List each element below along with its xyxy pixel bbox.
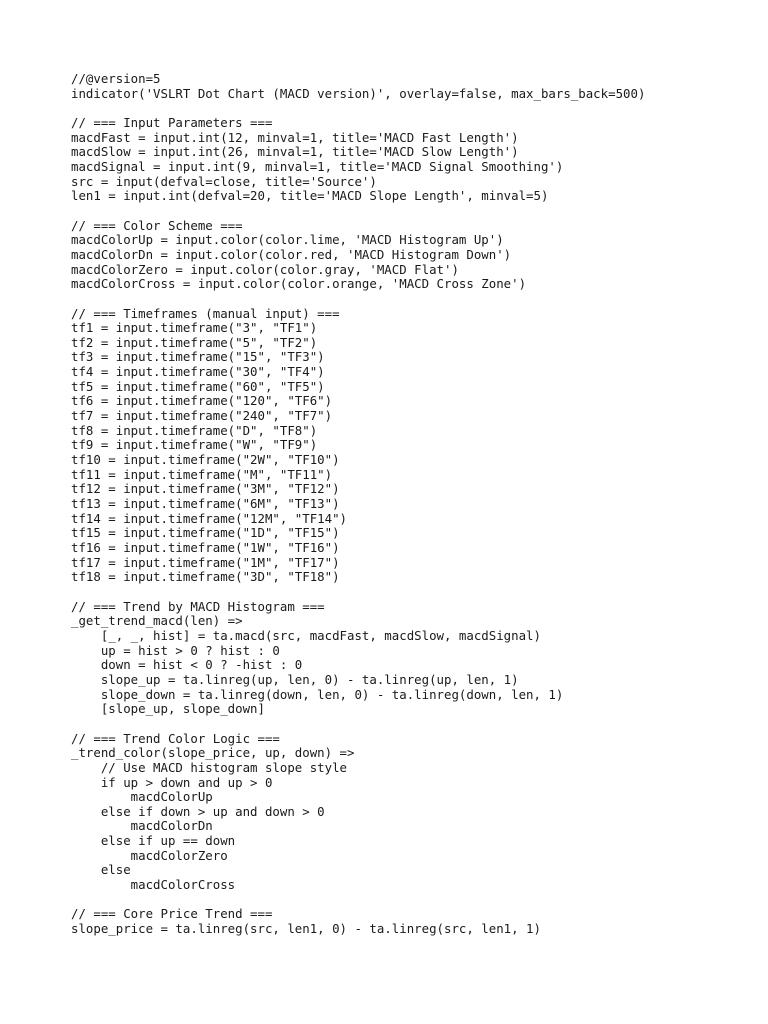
code-line: tf16 = input.timeframe("1W", "TF16") (71, 541, 340, 555)
code-line: else if down > up and down > 0 (71, 804, 325, 819)
code-line: macdColorUp (71, 790, 213, 805)
code-line: tf5 = input.timeframe("60", "TF5") (71, 379, 325, 394)
code-line: _trend_color(slope_price, up, down) => (71, 746, 355, 761)
code-line: macdColorCross (71, 878, 236, 893)
code-line (71, 292, 751, 307)
code-line: tf7 = input.timeframe("240", "TF7") (71, 409, 333, 424)
code-line: tf2 = input.timeframe("5", "TF2") (71, 335, 318, 350)
code-line: macdColorDn (71, 819, 213, 834)
code-line: up = hist > 0 ? hist : 0 (71, 643, 280, 658)
code-line (71, 717, 751, 732)
code-line: // === Input Parameters === (71, 115, 273, 130)
code-line: // === Color Scheme === (71, 218, 243, 233)
code-line: tf4 = input.timeframe("30", "TF4") (71, 365, 325, 380)
code-line: else if up == down (71, 834, 236, 849)
code-line: // === Timeframes (manual input) === (71, 306, 340, 321)
code-line (71, 585, 751, 600)
code-line: // === Core Price Trend === (71, 907, 273, 922)
code-line: if up > down and up > 0 (71, 775, 273, 790)
code-line (71, 204, 751, 219)
code-line: tf14 = input.timeframe("12M", "TF14") (71, 511, 348, 526)
code-line: [slope_up, slope_down] (71, 702, 265, 717)
code-line: tf18 = input.timeframe("3D", "TF18") (71, 570, 340, 585)
code-line: [_, _, hist] = ta.macd(src, macdFast, macdSlow, macdSignal) (71, 628, 541, 643)
code-line: tf17 = input.timeframe("1M", "TF17") (71, 555, 340, 570)
code-line: len1 = input.int(defval=20, title='MACD Slope Length', minval=5) (71, 189, 549, 204)
code-line: src = input(defval=close, title='Source') (71, 174, 377, 189)
code-line: macdSlow = input.int(26, minval=1, title='MACD Slow Length') (71, 145, 519, 160)
code-line: //@version=5 (71, 72, 161, 86)
code-line: // === Trend by MACD Histogram === (71, 599, 325, 614)
code-line: // Use MACD histogram slope style (71, 760, 348, 775)
code-line: // === Trend Color Logic === (71, 731, 280, 746)
code-line: down = hist < 0 ? -hist : 0 (71, 658, 303, 673)
code-line: slope_down = ta.linreg(down, len, 0) - ta.linreg(down, len, 1) (71, 687, 564, 702)
code-line: tf11 = input.timeframe("M", "TF11") (71, 467, 333, 482)
code-line: slope_up = ta.linreg(up, len, 0) - ta.linreg(up, len, 1) (71, 672, 519, 687)
code-line: tf13 = input.timeframe("6M", "TF13") (71, 497, 340, 512)
code-line: macdColorCross = input.color(color.orange, 'MACD Cross Zone') (71, 277, 527, 292)
code-line: macdColorZero (71, 848, 228, 863)
code-line: tf1 = input.timeframe("3", "TF1") (71, 321, 318, 336)
code-line: _get_trend_macd(len) => (71, 614, 243, 629)
code-line: tf10 = input.timeframe("2W", "TF10") (71, 453, 340, 468)
code-line: indicator('VSLRT Dot Chart (MACD version)', overlay=false, max_bars_back=500) (71, 86, 646, 101)
code-line: macdColorUp = input.color(color.lime, 'MACD Histogram Up') (71, 233, 504, 248)
code-line: tf3 = input.timeframe("15", "TF3") (71, 350, 325, 365)
code-line: macdColorDn = input.color(color.red, 'MACD Histogram Down') (71, 247, 512, 262)
code-line: macdColorZero = input.color(color.gray, 'MACD Flat') (71, 262, 459, 277)
code-line: tf12 = input.timeframe("3M", "TF12") (71, 482, 340, 497)
code-line: else (71, 863, 131, 878)
code-line: slope_price = ta.linreg(src, len1, 0) - ta.linreg(src, len1, 1) (71, 922, 541, 937)
code-line: macdSignal = input.int(9, minval=1, title='MACD Signal Smoothing') (71, 159, 564, 174)
code-line: tf6 = input.timeframe("120", "TF6") (71, 394, 333, 409)
code-line (71, 893, 751, 908)
code-line: tf9 = input.timeframe("W", "TF9") (71, 438, 318, 453)
code-document (71, 72, 751, 937)
code-line: macdFast = input.int(12, minval=1, title='MACD Fast Length') (71, 130, 519, 145)
code-line: tf8 = input.timeframe("D", "TF8") (71, 423, 318, 438)
code-line: tf15 = input.timeframe("1D", "TF15") (71, 526, 340, 541)
code-line (71, 101, 751, 116)
